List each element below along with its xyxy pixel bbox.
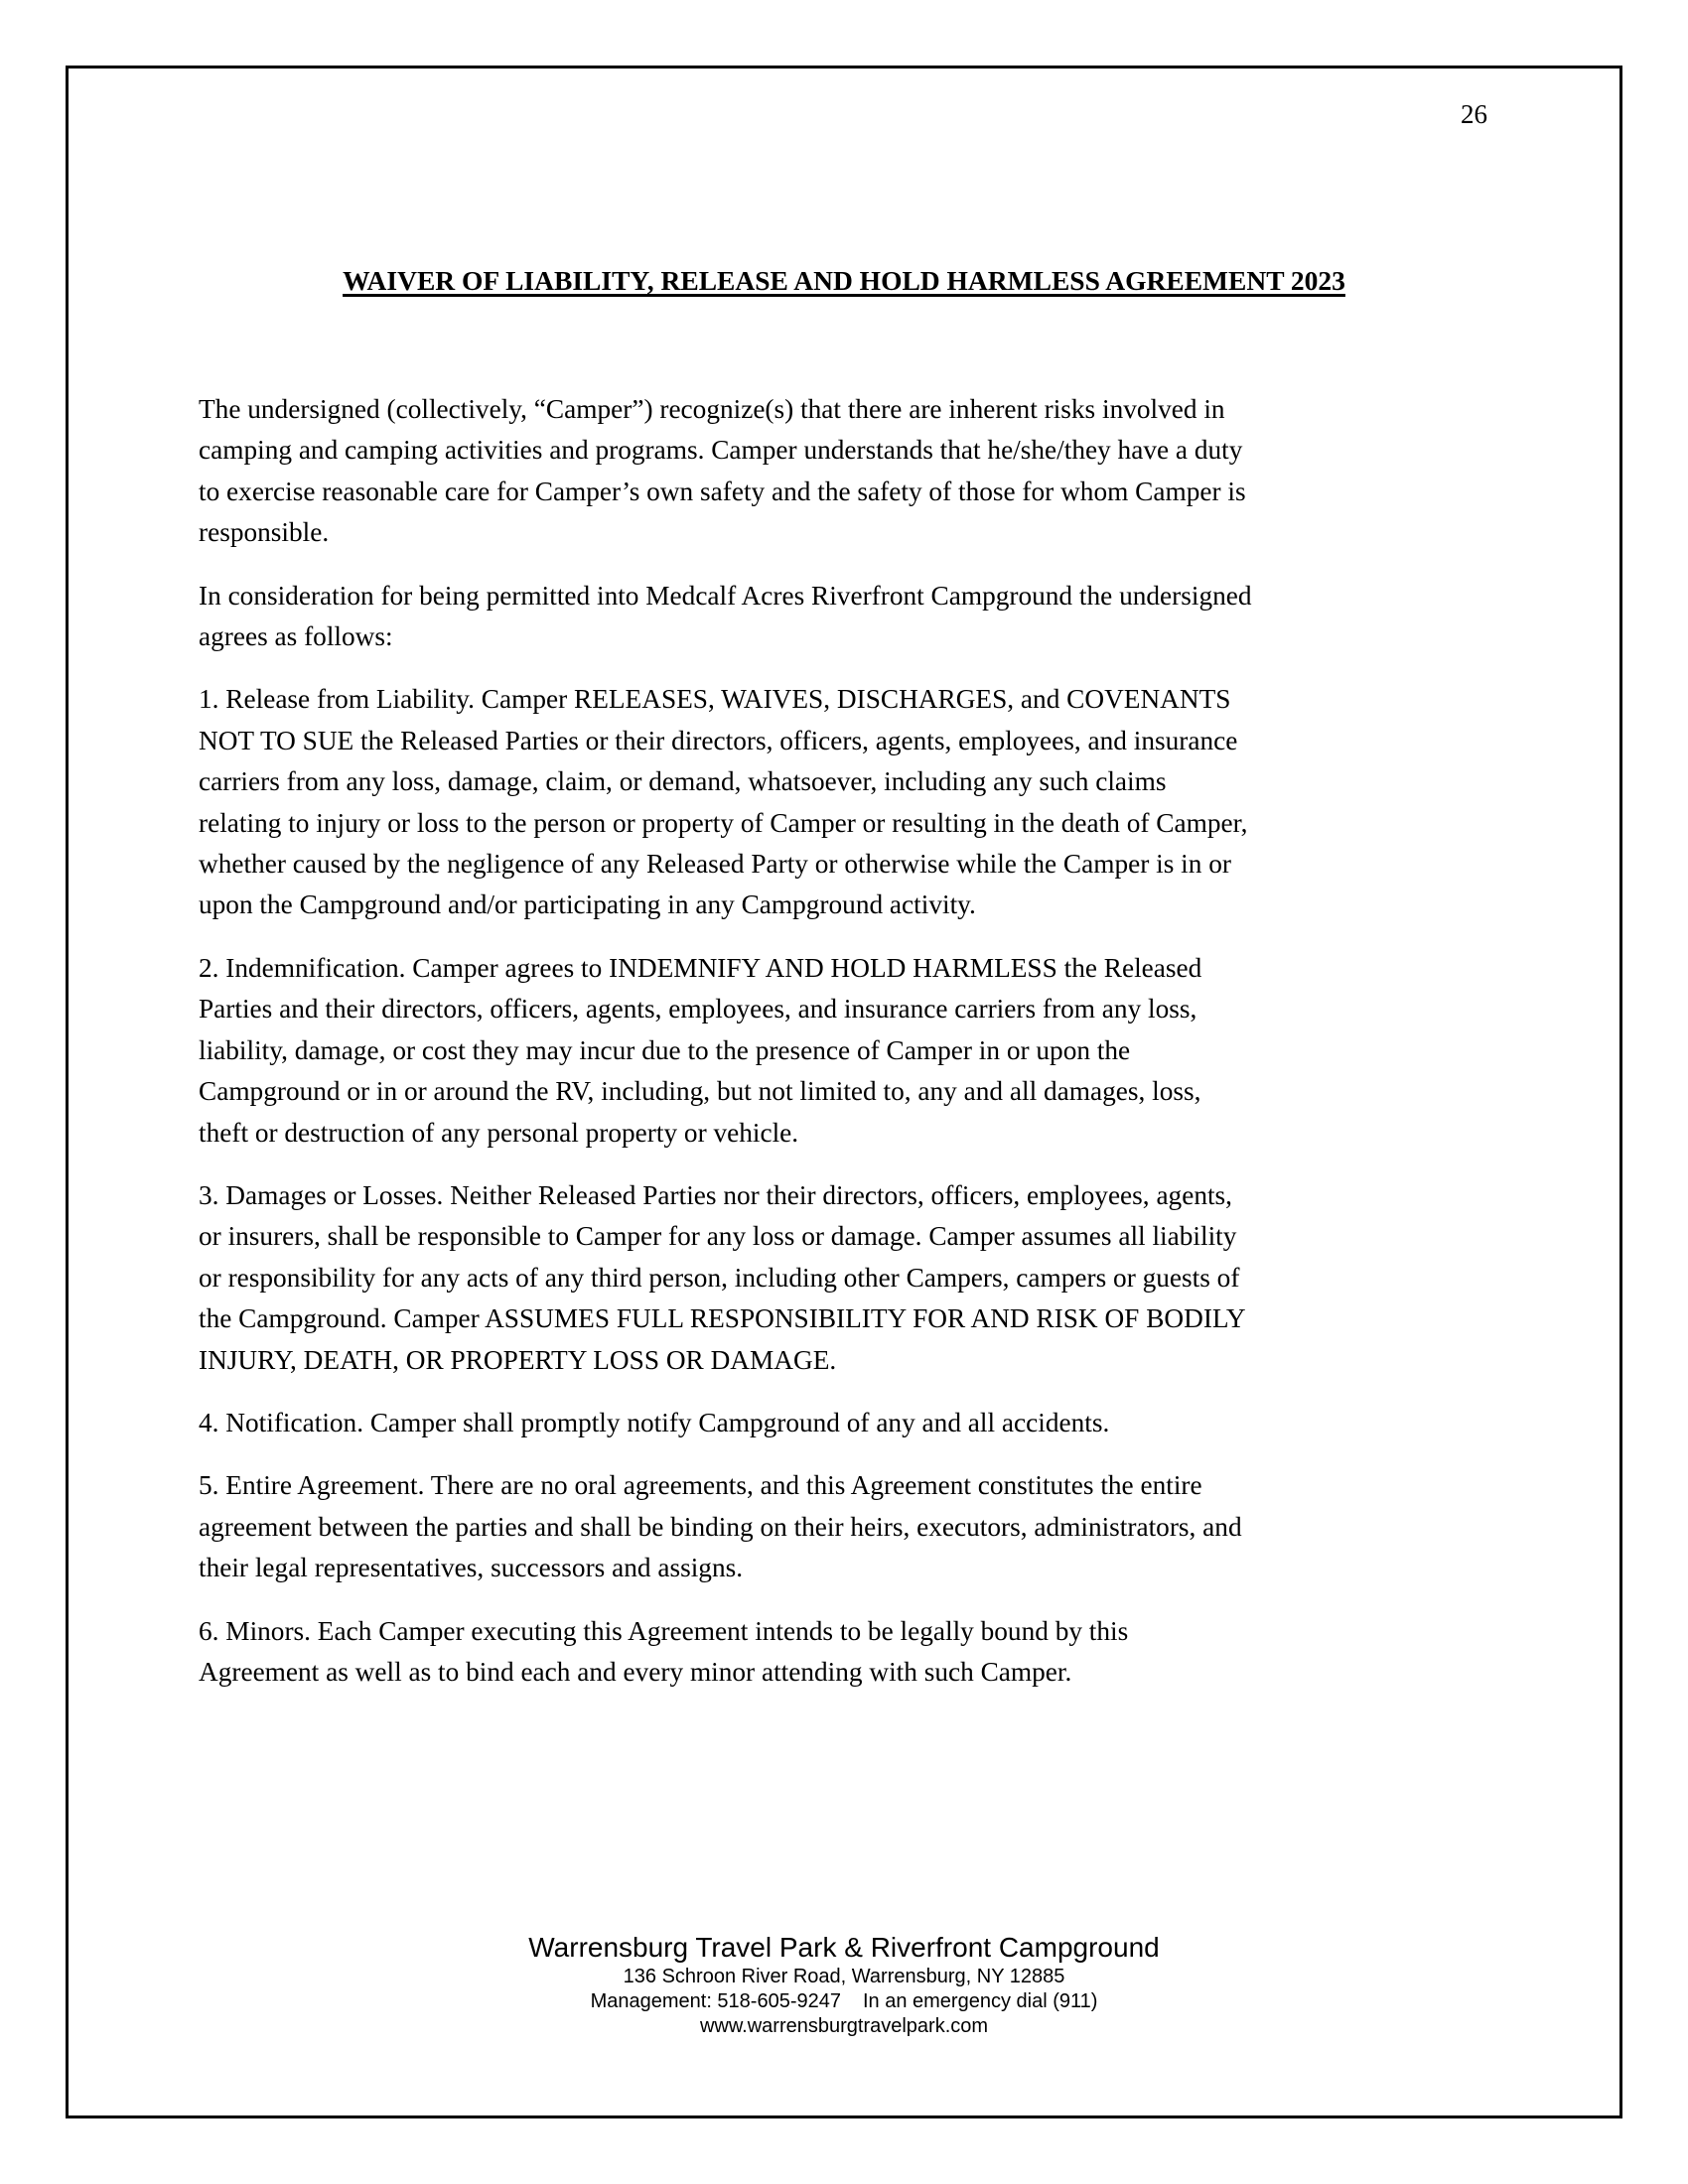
footer-address: 136 Schroon River Road, Warrensburg, NY 12885	[623, 1966, 1065, 1987]
text-line: 5. Entire Agreement. There are no oral agreements, and this Agreement constitutes the entire	[199, 1470, 1202, 1501]
text-line: 2. Indemnification. Camper agrees to INDEMNIFY AND HOLD HARMLESS the Released	[199, 952, 1202, 983]
page-footer	[0, 1931, 1688, 2039]
clause-release-from-liability	[199, 679, 1509, 925]
text-line: Agreement as well as to bind each and every minor attending with such Camper.	[199, 1656, 1072, 1687]
text-line: The undersigned (collectively, “Camper”) recognize(s) that there are inherent risks involved in	[199, 394, 1225, 424]
text-line: responsible.	[199, 517, 330, 548]
text-line: relating to injury or loss to the person or property of Camper or resulting in the death of Camper,	[199, 807, 1248, 838]
text-line: to exercise reasonable care for Camper’s own safety and the safety of those for whom Camper is	[199, 476, 1246, 506]
paragraph-intro	[199, 389, 1509, 554]
clause-notification	[199, 1403, 1509, 1443]
text-line: INJURY, DEATH, OR PROPERTY LOSS OR DAMAGE.	[199, 1344, 837, 1375]
agreement-body	[199, 389, 1509, 1714]
text-line: or responsibility for any acts of any third person, including other Campers, campers or guests of	[199, 1262, 1240, 1293]
text-line: their legal representatives, successors and assigns.	[199, 1553, 744, 1583]
text-line: agrees as follows:	[199, 621, 393, 652]
text-line: 1. Release from Liability. Camper RELEASES, WAIVES, DISCHARGES, and COVENANTS	[199, 684, 1231, 715]
text-line: whether caused by the negligence of any Released Party or otherwise while the Camper is in or	[199, 849, 1231, 880]
text-line: Campground or in or around the RV, including, but not limited to, any and all damages, loss,	[199, 1076, 1201, 1107]
paragraph-consideration	[199, 576, 1509, 658]
footer-management-phone: Management: 518-605-9247	[590, 1990, 841, 2012]
text-line: In consideration for being permitted into Medcalf Acres Riverfront Campground the undersigned	[199, 580, 1252, 611]
text-line: carriers from any loss, damage, claim, or demand, whatsoever, including any such claims	[199, 766, 1167, 797]
text-line: upon the Campground and/or participating in any Campground activity.	[199, 889, 976, 920]
footer-emergency-info: In an emergency dial (911)	[862, 1990, 1098, 2012]
text-line: the Campground. Camper ASSUMES FULL RESPONSIBILITY FOR AND RISK OF BODILY	[199, 1303, 1246, 1334]
text-line: 4. Notification. Camper shall promptly notify Campground of any and all accidents.	[199, 1407, 1110, 1437]
page-number: 26	[1461, 99, 1487, 129]
text-line: Parties and their directors, officers, agents, employees, and insurance carriers from any loss,	[199, 994, 1197, 1024]
text-line: theft or destruction of any personal property or vehicle.	[199, 1117, 799, 1148]
text-line: or insurers, shall be responsible to Camper for any loss or damage. Camper assumes all liability	[199, 1221, 1237, 1252]
clause-minors	[199, 1611, 1509, 1694]
text-line: camping and camping activities and programs. Camper understands that he/she/they have a duty	[199, 435, 1243, 466]
clause-indemnification	[199, 948, 1509, 1154]
clause-damages-or-losses	[199, 1175, 1509, 1381]
document-title	[0, 264, 1688, 298]
footer-contact-line	[0, 1989, 1688, 2014]
text-line: liability, damage, or cost they may incur due to the presence of Camper in or upon the	[199, 1034, 1131, 1065]
document-title-text: WAIVER OF LIABILITY, RELEASE AND HOLD HARMLESS AGREEMENT 2023	[343, 265, 1345, 296]
text-line: agreement between the parties and shall be binding on their heirs, executors, administrators, and	[199, 1511, 1242, 1542]
text-line: 3. Damages or Losses. Neither Released Parties nor their directors, officers, employees, agents,	[199, 1179, 1233, 1210]
footer-business-name: Warrensburg Travel Park & Riverfront Campground	[528, 1932, 1160, 1963]
text-line: NOT TO SUE the Released Parties or their directors, officers, agents, employees, and insurance	[199, 725, 1238, 755]
clause-entire-agreement	[199, 1465, 1509, 1588]
text-line: 6. Minors. Each Camper executing this Agreement intends to be legally bound by this	[199, 1615, 1129, 1646]
footer-website-link[interactable]: www.warrensburgtravelpark.com	[699, 2015, 989, 2037]
